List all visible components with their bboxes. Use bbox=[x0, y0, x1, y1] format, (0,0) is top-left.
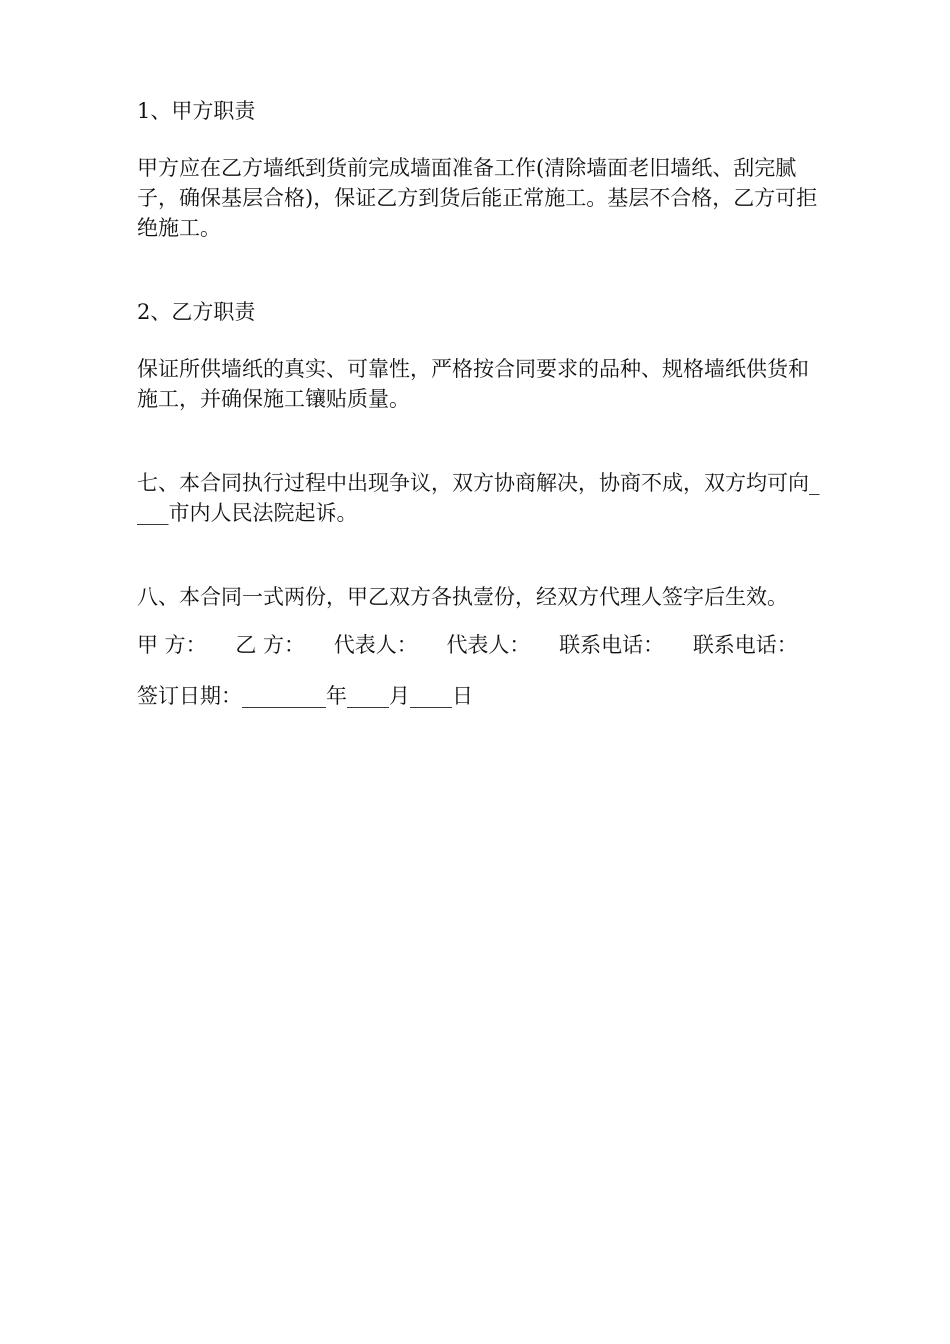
party-a-label: 甲 方： bbox=[137, 633, 207, 657]
phone-a-label: 联系电话： bbox=[559, 633, 665, 657]
section2-body: 保证所供墙纸的真实、可靠性，严格按合同要求的品种、规格墙纸供货和施工，并确保施工镶贴质量。 bbox=[137, 357, 809, 411]
signature-block bbox=[137, 630, 827, 660]
clause-8: 八、本合同一式两份，甲乙双方各执壹份，经双方代理人签字后生效。 bbox=[137, 585, 788, 609]
document-page bbox=[137, 96, 827, 711]
section2-heading: 2、乙方职责 bbox=[137, 300, 256, 324]
phone-b-label: 联系电话： bbox=[692, 633, 798, 657]
party-b-label: 乙 方： bbox=[235, 633, 306, 657]
representative-a-label: 代表人： bbox=[333, 633, 418, 657]
clause-7: 七、本合同执行过程中出现争议，双方协商解决，协商不成，双方均可向____市内人民法院起诉。 bbox=[137, 471, 820, 525]
section1-body: 甲方应在乙方墙纸到货前完成墙面准备工作(清除墙面老旧墙纸、刮完腻子，确保基层合格)，保证乙方到货后能正常施工。基层不合格，乙方可拒绝施工。 bbox=[137, 156, 818, 240]
representative-b-label: 代表人： bbox=[446, 633, 531, 657]
sign-date-line: 签订日期：________年____月____日 bbox=[137, 684, 473, 708]
section1-heading: 1、甲方职责 bbox=[137, 99, 256, 123]
